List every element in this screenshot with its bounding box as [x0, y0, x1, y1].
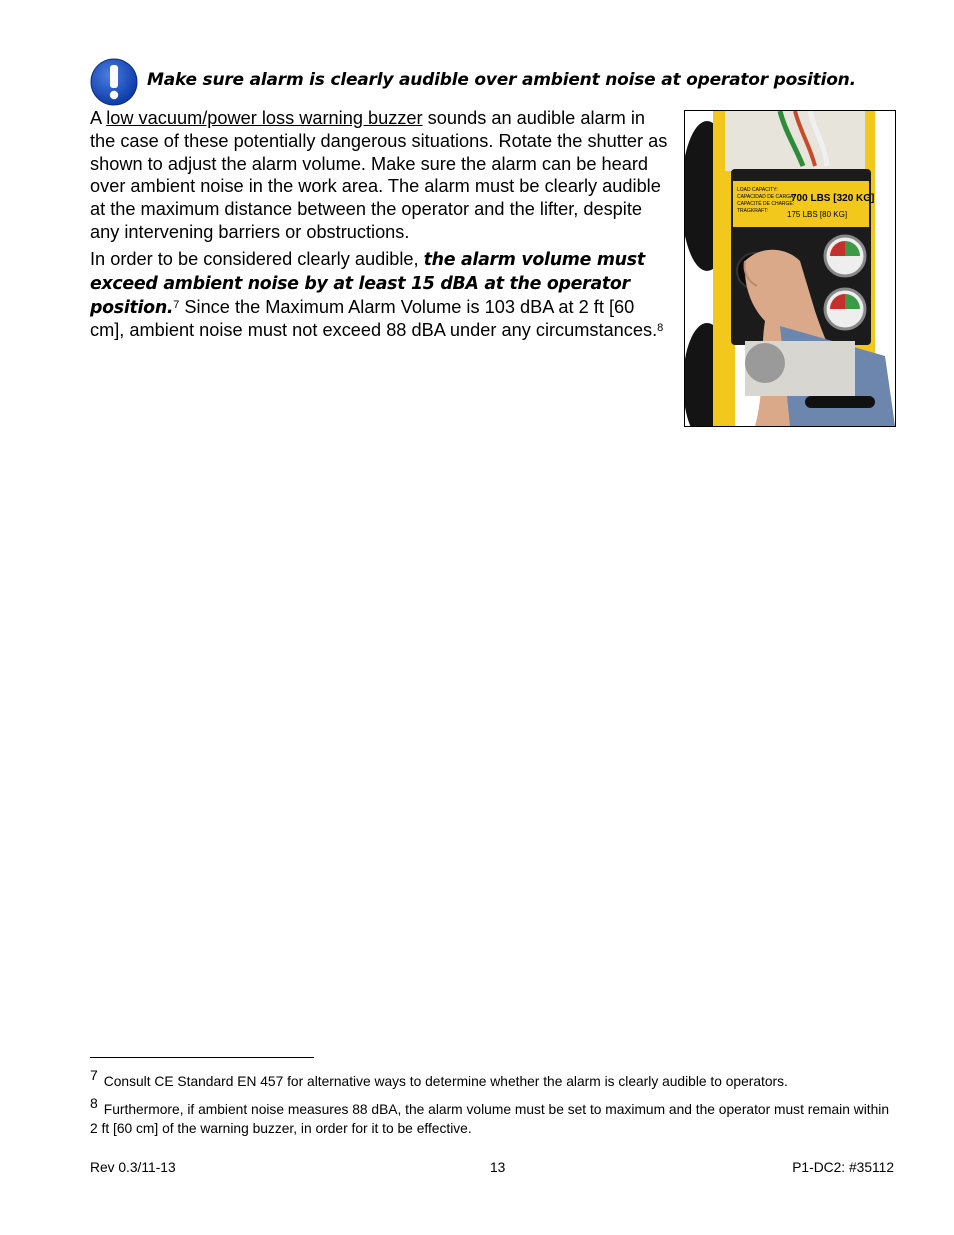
- para1-pre: A: [90, 108, 107, 128]
- footer-page-number: 13: [490, 1160, 506, 1175]
- footnote-number: 7: [90, 1067, 98, 1083]
- warning-callout: [90, 58, 890, 106]
- para2-mid: Since the Maximum Alarm Volume is 103 dBA at 2 ft [60 cm], ambient noise must not exceed 88 dBA under any circumstances.: [90, 296, 658, 341]
- emphasis-requirement: the alarm volume must exceed ambient noise by at least 15 dBA at the operator position.: [90, 250, 645, 318]
- warning-text: Make sure alarm is clearly audible over ambient noise at operator position.: [147, 70, 856, 90]
- footer-model-number: P1-DC2: #35112: [792, 1160, 894, 1175]
- footnote-text: Consult CE Standard EN 457 for alternative ways to determine whether the alarm is clearly audible to operators.: [103, 1074, 788, 1089]
- label-line1: LOAD CAPACITY:: [737, 187, 778, 193]
- footnote-text: Furthermore, if ambient noise measures 88 dBA, the alarm volume must be set to maximum and the operator must remain within 2 ft [60 cm] of the warning buzzer, in order for it to be effective.: [90, 1102, 890, 1136]
- capacity-sub: 175 LBS [80 KG]: [787, 210, 848, 219]
- label-line3: CAPACITÉ DE CHARGE:: [737, 201, 795, 207]
- para2-pre: In order to be considered clearly audible,: [90, 249, 424, 269]
- label-line2: CAPACIDAD DE CARGA:: [737, 194, 795, 200]
- footnote-7: [90, 1067, 890, 1091]
- capacity-main: 700 LBS [320 KG]: [791, 193, 875, 204]
- footer-revision: Rev 0.3/11-13: [90, 1160, 176, 1175]
- footnote-separator: [90, 1057, 314, 1058]
- paragraph-buzzer: [90, 107, 670, 244]
- footnote-8: [90, 1095, 890, 1138]
- lifter-control-photo: [684, 110, 896, 427]
- footnote-ref-7[interactable]: 7: [173, 298, 180, 311]
- footnote-ref-8[interactable]: 8: [657, 322, 664, 335]
- buzzer-reference: low vacuum/power loss warning buzzer: [106, 108, 423, 128]
- exclamation-icon: [90, 58, 138, 106]
- label-line4: TRAGKRAFT:: [737, 208, 769, 214]
- para1-post: sounds an audible alarm in the case of these potentially dangerous situations. Rotate the shutter as shown to adjust the alarm volume. Make sure the alarm can be heard over ambient noise in the work area. The alarm must be clearly audible at the maximum distance between the operator and the lifter, despite any intervening barriers or obstructions.: [90, 108, 668, 242]
- paragraph-audibility: [90, 248, 670, 342]
- photo-illustration: [685, 111, 895, 426]
- footnote-number: 8: [90, 1095, 98, 1111]
